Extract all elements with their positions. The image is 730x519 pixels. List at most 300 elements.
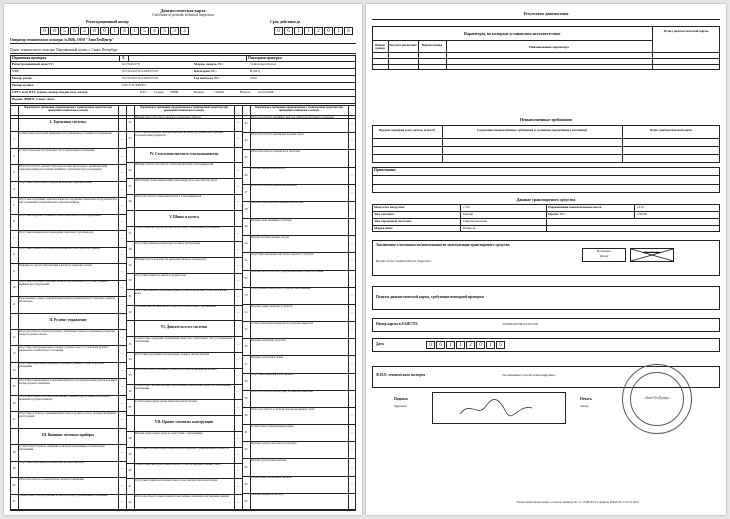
- compliance-mark: —: [350, 327, 354, 332]
- digit-cell: 2: [466, 341, 475, 349]
- compliance-mark: —: [236, 136, 240, 141]
- compliance-mark: —: [120, 252, 124, 257]
- compliance-mark: —: [350, 121, 354, 126]
- digit-cell: 4: [120, 27, 129, 35]
- item-number: 5: [13, 203, 15, 208]
- compliance-mark: —: [236, 294, 240, 299]
- notes-box: [372, 167, 720, 193]
- digit-cell: 1: [294, 27, 303, 35]
- mark-divider: [234, 105, 235, 510]
- compliance-mark: —: [120, 351, 124, 356]
- item-number: 55: [244, 327, 248, 332]
- item-number: 19: [12, 466, 16, 471]
- title-ru: Диагностическая карта: [160, 8, 206, 13]
- requirement-text: Наличие и работоспособность тахографа: [251, 441, 297, 445]
- item-number: 16: [12, 400, 16, 405]
- certificate-back-page: [366, 4, 726, 515]
- stamp-text: «АвтоТехЦентр»: [643, 396, 671, 400]
- compliance-mark: —: [236, 167, 240, 172]
- item-number: 26: [128, 199, 132, 204]
- number-value: 144032: [214, 90, 225, 94]
- item-number: 30: [128, 278, 132, 283]
- compliance-mark: —: [236, 183, 240, 188]
- compliance-mark: —: [120, 482, 124, 487]
- item-number: 13: [12, 351, 16, 356]
- item-number: 14: [12, 367, 16, 372]
- requirement-text: Обеспечение стеклоомывателями подачи жидкости в зоны очистки стекла: [135, 178, 217, 182]
- column-header: Параметры и требования, предъявляемые к транспортным средствам при проведении технического осмотра: [140, 106, 228, 112]
- point-col-header: Пункт диагностической карты: [663, 29, 709, 33]
- item-number: 15: [12, 384, 16, 389]
- requirement-text: Отсутствие трещин на ветровом стекле в зоне очистки стеклоочистителем: [135, 479, 218, 482]
- item-number: 44: [244, 138, 248, 143]
- requirement-text: Наличие сведений в паспорте: [251, 493, 284, 497]
- row-rule: [126, 415, 242, 416]
- requirement-text: Оборудование транспортного средства брызговиками: [251, 287, 311, 291]
- digit-cell: 1: [130, 27, 139, 35]
- item-number: 11: [12, 301, 16, 306]
- item-number: 18: [12, 449, 16, 454]
- notes-label: Примечания:: [374, 168, 396, 172]
- item-number: 62: [244, 447, 248, 452]
- compliance-mark: —: [120, 170, 124, 175]
- requirement-text: Соответствие разности тормозных сил установленным требованиям: [19, 148, 95, 152]
- digit-cell: 0: [274, 27, 283, 35]
- requirement-text: Наличие противооткатных упоров: [251, 235, 289, 239]
- requirement-text: Соответствие светопропускания ветрового стекла и передних боковых стекол: [135, 463, 221, 467]
- compliance-mark: —: [120, 466, 124, 471]
- requirement-text: Отсутствие подтекания и каплепадения топлива в системе питания: [135, 352, 210, 356]
- item-number: 61: [244, 430, 248, 435]
- compliance-mark: —: [350, 172, 354, 177]
- signature-scribble-icon: [456, 396, 536, 420]
- body-label: Номер кузова:: [12, 83, 35, 87]
- requirement-text: Отсутствие на внешних световых приборах не предусмотренных конструкцией дополнительных предметов: [135, 131, 223, 138]
- requirement-text: Наличие работоспособного звукового сигнального прибора: [135, 115, 201, 119]
- requirement-text: Наличие указателей и знаков: [251, 356, 284, 360]
- item-number: 35: [128, 373, 132, 378]
- conclusion-ru: Заключение о возможности/невозможности эксплуатации транспортного средства: [376, 243, 510, 247]
- compliance-mark: —: [236, 310, 240, 314]
- eaisto-box: [372, 318, 720, 332]
- item-number: 42: [128, 499, 132, 504]
- item-number: 45: [244, 155, 248, 160]
- item-number: 64: [244, 481, 248, 486]
- requirement-text: Отсутствие дополнительных предметов или покрытий, ограничивающих обзорность: [135, 447, 229, 451]
- header-rule: [10, 115, 126, 116]
- primary-check-label: Первичная проверка: [12, 56, 47, 60]
- requirement-text: Соответствие каплепадения масел и рабочих жидкостей: [251, 321, 313, 325]
- digit-cell: 2: [314, 27, 323, 35]
- requirement-text: Наличие и работоспособность стеклоочистителей и стеклоомывателей: [135, 163, 214, 166]
- digit-cell: 8: [50, 27, 59, 35]
- series-label: Серия:: [154, 90, 164, 94]
- requirement-text: Отсутствие подтеканий тормозной жидкости, нарушения герметичности трубопроводов или соединений в гидравлическом тормозном приводе: [19, 197, 117, 204]
- requirement-text: Работоспособность усилителя рулевого управления. Плавность изменения усилия при повороте рулевого колеса: [19, 329, 115, 336]
- brand-value: Volkswagen Passat: [250, 62, 276, 66]
- item-number: 21: [12, 499, 16, 504]
- digit-cell: 1: [486, 341, 495, 349]
- category-label: Категория ТС:: [194, 69, 217, 73]
- compliance-mark: —: [120, 449, 124, 454]
- digit-cell: 0: [324, 27, 333, 35]
- digit-cell: 5: [60, 27, 69, 35]
- row-rule: [10, 313, 126, 314]
- requirement-text: Наличие всех болтов или гаек крепления дисков и ободьев колес: [135, 257, 207, 261]
- requirement-text: Соответствие высоты рисунка протектора шин установленным требованиям: [135, 226, 220, 230]
- requirement-text: Соответствие нормам уровня шума выпускной системы: [135, 400, 197, 403]
- digit-cell: 1: [304, 27, 313, 35]
- digit-cell: 0: [40, 27, 49, 35]
- compliance-mark: —: [350, 378, 354, 383]
- requirement-text: Наличие проблесковых маячков: [251, 459, 287, 463]
- certificate-front-page: [4, 4, 362, 515]
- item-number: 7: [13, 235, 15, 240]
- requirement-text: Отсутствие трещин на дисках и ободьях колес: [135, 273, 187, 277]
- fuel-value: Бензин: [463, 212, 474, 216]
- requirement-text: Работоспособность аварийных выходов, приборов внутреннего освещения: [251, 115, 334, 119]
- section-title: VI. Двигатель и его системы: [160, 325, 208, 330]
- compliance-mark: —: [350, 189, 354, 194]
- stamp-en: Stamp: [580, 404, 589, 408]
- mileage-value: 130000: [637, 212, 648, 216]
- compliance-mark: —: [236, 483, 240, 488]
- section-title: II. Рулевое управление: [49, 317, 87, 322]
- compliance-mark: —: [350, 413, 354, 418]
- requirement-text: Работоспособность запорных устройств и устройств перекрытия топлива: [135, 368, 217, 372]
- compliance-mark: —: [350, 344, 354, 349]
- section-title: III. Внешние световые приборы: [41, 432, 94, 437]
- compliance-mark: —: [350, 275, 354, 280]
- digit-cell: 2: [80, 27, 89, 35]
- issued-label: Выдан:: [240, 90, 251, 94]
- item-number: 24: [128, 167, 132, 172]
- requirement-text: Отсутствие трещин остаточной деформации деталей тормозного привода: [19, 247, 101, 251]
- item-number: 23: [128, 136, 132, 141]
- requirement-text: Наличие задних защитных устройств: [251, 304, 293, 308]
- requirement-text: Отсутствие разрушений рассеивателей световых приборов: [19, 461, 84, 465]
- compliance-mark: —: [350, 430, 354, 435]
- compliance-mark: —: [120, 416, 124, 421]
- param-name-header: Наименование параметра: [529, 45, 569, 49]
- digit-cell: 0: [476, 341, 485, 349]
- item-number: 28: [128, 246, 132, 251]
- requirement-text: Наличие огнетушителя и медицинской аптечки: [251, 201, 304, 205]
- digit-cell: 0: [426, 341, 435, 349]
- item-number: 8: [13, 252, 15, 257]
- requirement-text: Соответствие системы питания газобаллонных транспортных средств установленным требованиям: [135, 384, 231, 391]
- requirement-text: Работоспособность рабочей тормозной системы автопоездов с пневматическим тормозным приводом в режиме аварийного (автоматического) торможения: [19, 164, 108, 171]
- compliance-mark: —: [350, 206, 354, 211]
- year-label: Год выпуска ТС:: [194, 76, 220, 80]
- requirement-text: Наличие работоспособного предохранительного приспособления: [251, 270, 324, 274]
- requirement-text: Установка шин на транспортное средство в соответствии с требованиями: [135, 305, 217, 309]
- compliance-mark: —: [350, 361, 354, 366]
- repeat-points-label: Пункты диагностической карты, требующие повторной проверки: [376, 295, 484, 299]
- item-number: 29: [128, 262, 132, 267]
- section-title: V. Шины и колеса: [169, 214, 199, 219]
- requirement-text: Отсутствие утечек сжатого воздуха из колесных тормозных камер: [19, 181, 93, 185]
- vin-label: VIN:: [12, 69, 20, 73]
- item-number: 52: [244, 275, 248, 280]
- requirement-text: Отсутствие повреждения и полная комплектность деталей крепления рулевой колонки и картера рулевого механизма: [19, 378, 117, 385]
- requirement-text: Работоспособность и режим работы сигналов торможения: [19, 477, 84, 481]
- number-label: Номер:: [194, 90, 205, 94]
- compliance-mark: —: [350, 292, 354, 297]
- compliance-mark: —: [236, 436, 240, 441]
- tires-value: Hankook: [463, 226, 476, 230]
- item-number: 31: [128, 294, 132, 299]
- compliance-mark: —: [350, 241, 354, 246]
- requirement-text: Работоспособность механизмов подъема стекол: [251, 132, 304, 136]
- title-en: Certificate of periodic technical inspection: [152, 13, 214, 17]
- requirement-text: Соответствие углов регулировки и силы света фар установленным требованиям: [19, 494, 108, 498]
- item-number: 2: [13, 153, 15, 158]
- compliance-mark: —: [120, 499, 124, 504]
- compliance-mark: —: [350, 498, 354, 503]
- compliance-mark: —: [236, 404, 240, 409]
- item-number: 17: [12, 416, 16, 421]
- compliance-mark: —: [120, 384, 124, 389]
- compliance-mark: —: [120, 334, 124, 339]
- digit-cell: 6: [496, 341, 505, 349]
- row-rule: [126, 510, 242, 511]
- item-number: 54: [244, 310, 248, 314]
- date-box: [372, 338, 720, 352]
- compliance-mark: —: [350, 138, 354, 143]
- column-header: Параметры и требования, предъявляемые к транспортным средствам при проведении технического осмотра: [24, 106, 112, 112]
- signature-label: Подпись: [394, 397, 408, 401]
- issued-by: Выдан: ФФПС Санкт-Авто: [12, 97, 55, 101]
- column-divider: [126, 105, 127, 510]
- requirement-text: Отсутствие следов остаточной деформации, трещин и других дефектов в рулевом механизме и рулевом приводе: [19, 395, 110, 402]
- item-number: 20: [12, 482, 16, 487]
- column-header: Параметры и требования, предъявляемые к транспортным средствам при проведении технического осмотра: [255, 106, 343, 112]
- upper-limit-header: Верхняя граница: [421, 44, 443, 47]
- brand-label: Марка, модель ТС:: [194, 62, 224, 66]
- mass-value: 1720: [463, 205, 470, 209]
- digit-cell: 1: [334, 27, 343, 35]
- expert-value: Тютюнников Сергей Александрович: [502, 373, 555, 377]
- compliance-mark: —: [120, 400, 124, 405]
- item-number: 36: [128, 389, 132, 393]
- brake-value: Гидравлический: [463, 219, 487, 223]
- compliance-mark: —: [236, 389, 240, 393]
- requirement-text: Отсутствие механических повреждений тормозных трубопроводов: [19, 230, 94, 234]
- category-value: B (M1): [250, 69, 261, 73]
- requirement-text: Отсутствие превышения предельных значений суммарного люфта в рулевом управлении: [19, 362, 104, 369]
- digit-cell: 1: [446, 341, 455, 349]
- compliance-mark: —: [120, 235, 124, 240]
- compliance-mark: —: [120, 219, 124, 224]
- requirement-text: Наличие зеркал заднего вида в соответствии с требованиями: [135, 431, 203, 435]
- requirement-text: Отсутствие изменений в конструкции: [251, 373, 293, 377]
- results-title: Результаты диагностики: [523, 11, 569, 16]
- frame-value: WVWZZZ3CZAE037019: [122, 76, 158, 80]
- compliance-mark: —: [236, 452, 240, 457]
- item-number: 53: [244, 292, 248, 297]
- item-number: 10: [12, 285, 16, 290]
- digit-cell: 4: [150, 27, 159, 35]
- item-number: 63: [244, 464, 248, 469]
- section-title: I. Тормозные системы: [49, 120, 87, 125]
- compliance-mark: —: [120, 301, 124, 306]
- item-number: 46: [244, 172, 248, 177]
- requirement-text: Работоспособность замков дверей кузова, кабины, механизмов регулировки сидений: [135, 494, 229, 498]
- compliance-mark: —: [120, 367, 124, 372]
- compliance-mark: —: [350, 395, 354, 400]
- requirement-text: Отсутствие набухания тормозных шлангов под давлением, отсутствие трещин и видимых мест перетирания: [19, 280, 108, 287]
- compliance-mark: —: [350, 258, 354, 263]
- item-number: 47: [244, 189, 248, 194]
- operator-line: Оператор технического осмотра: №0656, ООО "АвтоТехЦентр": [10, 38, 115, 42]
- expert-label: Ф.И.О. технического эксперта: [376, 373, 426, 377]
- requirement-text: Отсутствие коррозии, грозящей потерей герметичности или разрушением: [19, 214, 101, 218]
- compliance-mark: —: [236, 262, 240, 267]
- requirement-text: Соответствие специальных сигналов: [251, 476, 292, 480]
- compliance-mark: —: [236, 468, 240, 472]
- requirement-text: Расположение и длина соединительных шлангов пневматического тормозного привода автопоездов: [19, 296, 116, 303]
- row-rule: [10, 428, 126, 429]
- item-number: 51: [244, 258, 248, 263]
- digit-cell: 6: [284, 27, 293, 35]
- requirement-text: Соответствие показателей эффективности торможения и устойчивости торможения: [19, 132, 112, 136]
- subject-col-header: Предмет проверки (узел, деталь, агрегат): [378, 128, 436, 132]
- item-number: 39: [128, 452, 132, 457]
- lower-limit-header: Нижняя граница: [375, 44, 385, 50]
- item-number: 9: [13, 268, 15, 273]
- issued-value: 22.04.2008: [258, 90, 274, 94]
- item-number: 65: [244, 498, 248, 503]
- requirement-text: Работоспособность стеклоочистителей и стеклоомывателей: [135, 194, 202, 198]
- item-number: 60: [244, 413, 248, 418]
- requirement-text: Отсутствие неисправностей тягово-сцепного устройства: [251, 252, 314, 256]
- section-title: VII. Прочие элементы конструкции: [154, 420, 214, 425]
- item-number: 57: [244, 361, 248, 366]
- digit-cell: 1: [456, 341, 465, 349]
- section-title: IV. Стеклоочистители и стеклоомыватели: [149, 151, 219, 156]
- mark-divider: [118, 105, 119, 510]
- item-number: 3: [13, 170, 15, 175]
- row-rule: [126, 320, 242, 321]
- compliance-mark: —: [120, 285, 124, 290]
- item-number: 38: [128, 436, 132, 441]
- requirement-text: Отсутствие устройств, ограничивающих поворот рулевого колеса, не предусмотренных конструкцией: [19, 411, 117, 418]
- reg-sign-value: О175ОО178: [122, 62, 140, 66]
- eaisto-label: Номер карты в ЕАИСТО:: [376, 322, 419, 326]
- item-number: 1: [13, 137, 15, 142]
- mass-label: Масса без нагрузки:: [374, 205, 405, 209]
- item-number: 6: [13, 219, 15, 224]
- compliance-mark: —: [350, 447, 354, 452]
- body-value: ОТСУТСТВУЕТ: [122, 83, 147, 87]
- compliance-mark: —: [236, 373, 240, 378]
- item-number: 32: [128, 310, 132, 314]
- requirement-text: Соответствие содержания загрязняющих веществ в отработавших газах установленным требованиям: [135, 336, 233, 343]
- brake-label: Тип тормозной системы:: [374, 219, 413, 223]
- series-value: 78НВ: [170, 90, 179, 94]
- compliance-mark: —: [236, 231, 240, 235]
- doc-type: ПТС: [140, 90, 147, 94]
- result-header: Результат диагностики: [389, 44, 417, 47]
- mileage-label: Пробег ТС:: [548, 212, 566, 216]
- digit-cell: 6: [70, 27, 79, 35]
- compliance-mark: —: [236, 199, 240, 204]
- requirement-text: Отсутствие видимых нарушений формы и размеров крепежных отверстий в дисках колес: [135, 289, 228, 296]
- item-number: 27: [128, 231, 132, 235]
- compliance-mark: —: [350, 464, 354, 469]
- item-number: 48: [244, 206, 248, 211]
- compliance-mark: —: [236, 278, 240, 283]
- digit-cell: 3: [170, 27, 179, 35]
- item-number: 59: [244, 395, 248, 400]
- year-value: 2010: [250, 76, 257, 80]
- validity-label: Срок действия до: [270, 20, 301, 24]
- reg-number-label: Регистрационный номер: [86, 20, 129, 24]
- row-rule: [242, 510, 356, 511]
- content-col-header: Содержание невыполненного требования (с указанием нормативного источника): [476, 128, 588, 132]
- requirement-text: Работоспособность аппаратуры спутниковой навигации: [251, 390, 313, 394]
- item-number: 49: [244, 224, 248, 229]
- requirement-text: Соответствие опознавательных знаков: [251, 424, 294, 428]
- compliance-mark: —: [120, 137, 124, 142]
- item-number: 22: [128, 120, 132, 125]
- fuel-label: Тип топлива:: [374, 212, 395, 216]
- item-number: 34: [128, 357, 132, 362]
- point-line: Пункт технического осмотра: Передвижной пункт, г. Санкт-Петербург: [10, 48, 118, 52]
- compliance-mark: —: [120, 186, 124, 191]
- requirement-text: Наличие знака аварийной остановки: [251, 218, 292, 222]
- requirement-text: Отсутствие признаков непригодности шин к эксплуатации: [135, 242, 200, 245]
- requirement-text: Наличие ремней безопасности: [251, 167, 285, 171]
- item-number: 40: [128, 468, 132, 472]
- item-number: 4: [13, 186, 15, 191]
- digit-cell: 3: [180, 27, 189, 35]
- requirement-text: Работоспособность спидометра и тахографа: [251, 149, 300, 153]
- unfulfilled-title: Невыполненные требования: [519, 117, 573, 122]
- requirement-text: Работоспособность устройства вызова экстренных служб: [251, 407, 315, 411]
- item-number: 50: [244, 241, 248, 246]
- digit-cell: 5: [160, 27, 169, 35]
- requirement-text: Отсутствие самопроизвольного поворота рулевого колеса с усилителем рулевого управления от нейтрального положения: [19, 346, 109, 353]
- digit-cell: 6: [344, 27, 353, 35]
- primary-check-mark: X: [122, 56, 125, 60]
- compliance-mark: —: [350, 155, 354, 160]
- row-rule: [10, 510, 126, 511]
- digit-cell: 0: [100, 27, 109, 35]
- compliance-mark: —: [236, 120, 240, 125]
- compliance-mark: —: [350, 310, 354, 314]
- item-number: 43: [244, 121, 248, 126]
- compliance-mark: —: [350, 224, 354, 229]
- digit-cell: 5: [140, 27, 149, 35]
- compliance-mark: —: [120, 268, 124, 273]
- doc-line-label: СРТС или ПТС (серия, номер, выдан кем, когда):: [12, 90, 89, 94]
- point-col2-header: Пункт диагностической карты: [649, 128, 693, 132]
- possible-label: Возможно: [597, 249, 611, 253]
- item-number: 41: [128, 483, 132, 488]
- params-title: Параметры, по которым установлено несоответствие: [463, 31, 561, 36]
- max-mass-value: 2210: [637, 205, 644, 209]
- requirement-text: Исправность средств сигнализации и контроля тормозных систем: [19, 263, 92, 267]
- compliance-mark: —: [236, 341, 240, 346]
- compliance-mark: —: [120, 203, 124, 208]
- item-number: 37: [128, 404, 132, 409]
- item-number: 56: [244, 344, 248, 349]
- requirement-text: Работоспособность ремней безопасности: [251, 184, 297, 188]
- conclusion-en: Results of the roadworthiness inspection: [376, 259, 431, 263]
- requirement-text: Соответствие устройств освещения и световой сигнализации установленным требованиям: [19, 444, 105, 451]
